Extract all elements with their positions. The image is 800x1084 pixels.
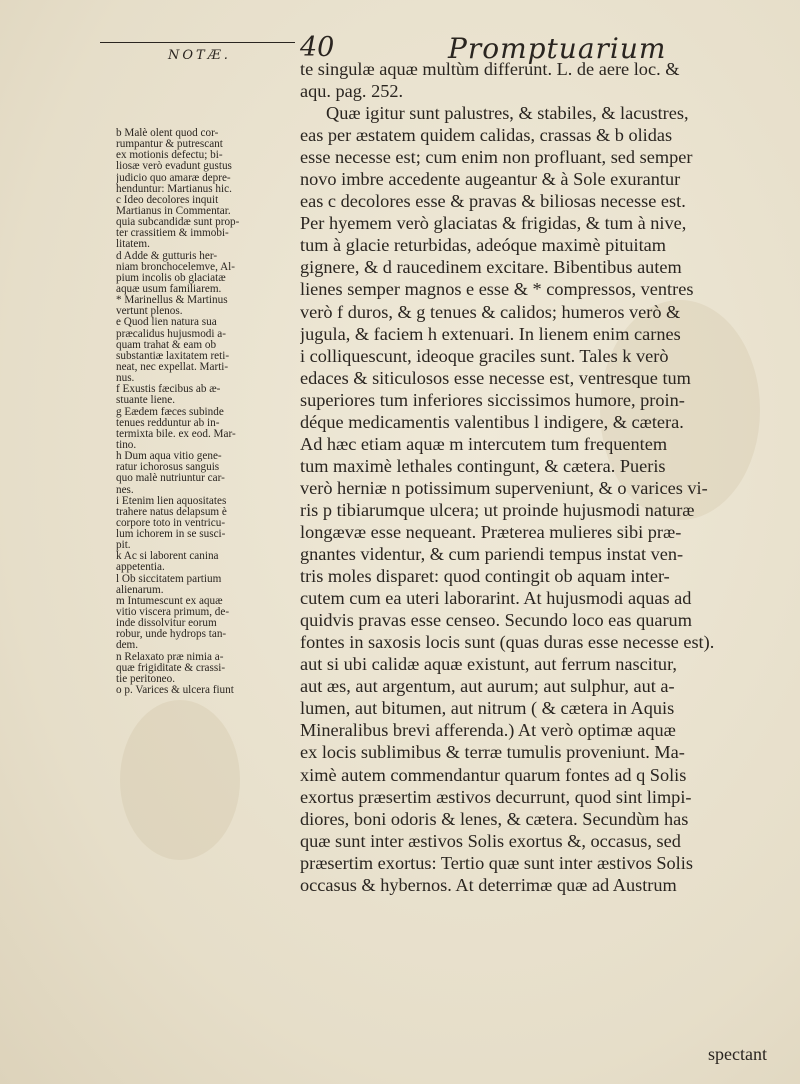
margin-note-line: neat, nec expellat. Marti- [116, 361, 229, 373]
margin-note-line: rumpantur & putrescant [116, 139, 223, 151]
margin-note-line: pit. [116, 540, 131, 552]
text-line: occasus & hybernos. At deterrimæ quæ ad Austrum [300, 874, 677, 895]
text-line: Quæ igitur sunt palustres, & stabiles, & lacustres, [326, 103, 689, 124]
margin-note-line: aquæ usum familiarem. [116, 283, 222, 295]
margin-note-line: * Marinellus & Martinus [116, 295, 228, 307]
text-line: aut æs, aut argentum, aut aurum; aut sulphur, aut a- [300, 676, 675, 697]
margin-note-line: liosæ verò evadunt gustus [116, 161, 232, 173]
text-line: gignere, & d raucedinem excitare. Bibentibus autem [300, 257, 682, 278]
margin-note-line: stuante liene. [116, 395, 176, 407]
text-line: verò f duros, & g tenues & calidos; humeros verò & [300, 301, 681, 322]
text-line: eas c decolores esse & pravas & biliosas necesse est. [300, 191, 686, 212]
text-line: Mineralibus brevi afferenda.) At verò optimæ aquæ [300, 720, 676, 741]
text-line: lienes semper magnos e esse & * compressos, ventres [300, 279, 694, 300]
margin-note-line: tino. [116, 439, 137, 451]
margin-note-line: l Ob siccitatem partium [116, 573, 222, 585]
text-line: lumen, aut bitumen, aut nitrum ( & cætera in Aquis [300, 698, 675, 719]
margin-note-line: k Ac si laborent canina [116, 551, 219, 563]
margin-note-line: præcalidus hujusmodi a- [116, 328, 226, 340]
margin-note-line: quo malè nutriuntur car- [116, 473, 225, 485]
margin-note-line: m Intumescunt ex aquæ [116, 595, 223, 607]
margin-note-line: ratur ichorosus sanguis [116, 462, 220, 474]
margin-note-line: judicio quo amaræ depre- [116, 172, 231, 184]
margin-note-line: quam trahat & eam ob [116, 339, 217, 351]
margin-note-line: o p. Varices & ulcera fiunt [116, 685, 234, 697]
margin-heading: NOTÆ. [168, 48, 231, 63]
margin-note-line: tenues redduntur ab in- [116, 417, 220, 429]
text-line: te singulæ aquæ multùm differunt. L. de aere loc. & [300, 59, 680, 79]
margin-note-line: quæ frigiditate & crassi- [116, 662, 226, 674]
margin-note-line: lum ichorem in se susci- [116, 529, 226, 541]
text-line: tris moles disparet: quod contingit ob aquam inter- [300, 566, 670, 587]
margin-note-line: litatem. [116, 239, 150, 251]
margin-note-line: alienarum. [116, 584, 164, 596]
margin-heading-rule [100, 42, 295, 43]
text-line: verò herniæ n potissimum superveniunt, & o varices vi- [300, 477, 708, 498]
margin-note-line: Martianus in Commentar. [116, 205, 231, 217]
margin-note-line: robur, unde hydrops tan- [116, 629, 227, 641]
text-line: novo imbre accedente augeantur & à Sole exurantur [300, 169, 681, 190]
text-line: Ad hæc etiam aquæ m intercutem tum frequentem [300, 433, 668, 454]
text-line: eas per æstatem quidem calidas, crassas & b olidas [300, 125, 673, 146]
margin-note-line: dem. [116, 640, 139, 652]
margin-note-line: c Ideo decolores inquit [116, 194, 219, 206]
text-line: superiores tum inferiores siccissimos humore, proin- [300, 389, 685, 410]
margin-note-line: i Etenim lien aquositates [116, 495, 227, 507]
margin-note-line: n Relaxato præ nimia a- [116, 651, 224, 663]
margin-note-line: b Malè olent quod cor- [116, 128, 219, 139]
margin-note-line: termixta bile. ex eod. Mar- [116, 428, 236, 440]
text-line: longævæ esse nequeant. Præterea mulieres sibi præ- [300, 521, 682, 542]
text-line: præsertim exortus: Tertio quæ sunt inter æstivos Solis [300, 852, 693, 873]
margin-note-line: vertunt plenos. [116, 306, 183, 318]
catchword: spectant [708, 1044, 767, 1064]
text-line: tum maximè lethales contingunt, & cætera. Pueris [300, 455, 666, 476]
text-line: esse necesse est; cum enim non profluant, sed semper [300, 147, 693, 168]
text-line: aut si ubi calidæ aquæ existunt, aut ferrum nascitur, [300, 654, 677, 675]
margin-note-line: g Eædem fæces subinde [116, 406, 224, 418]
text-line: tum à glacie returbidas, adeóque maximè pituitam [300, 235, 667, 256]
margin-note-line: quia subcandidæ sunt prop- [116, 217, 240, 229]
margin-note-line: nus. [116, 373, 135, 385]
text-line: cutem cum ea uteri laborarint. At hujusmodi aquas ad [300, 588, 692, 609]
margin-note-line: niam bronchocelemve, Al- [116, 261, 235, 273]
margin-note-line: ex motionis defectu; bi- [116, 150, 223, 162]
text-line: déque medicamentis valentibus l indigere, & cætera. [300, 411, 684, 432]
margin-note-line: h Dum aqua vitio gene- [116, 451, 222, 463]
text-line: gnantes videntur, & cum pariendi tempus instat ven- [300, 544, 684, 565]
text-line: i colliquescunt, ideoque graciles sunt. Tales k verò [300, 345, 669, 366]
margin-notes-column [116, 128, 294, 696]
text-line: Per hyemem verò glaciatas & frigidas, & tum à nive, [300, 213, 687, 234]
margin-note-line: corpore toto in ventricu- [116, 517, 226, 529]
text-line: ris p tibiarumque ulcera; ut proinde hujusmodi naturæ [300, 499, 695, 520]
text-line: ex locis sublimibus & terræ tumulis proveniunt. Ma- [300, 742, 685, 763]
margin-note-line: pium incolis ob glaciatæ [116, 272, 226, 284]
main-text-column [300, 58, 788, 896]
running-title: Promptuarium [448, 32, 667, 65]
margin-note-line: substantiæ laxitatem reti- [116, 350, 230, 362]
margin-note-line: ter crassitiem & immobi- [116, 228, 229, 240]
margin-note-line: f Exustis fæcibus ab æ- [116, 384, 221, 396]
margin-note-line: e Quod lien natura sua [116, 317, 217, 329]
text-line: diores, boni odoris & lenes, & cætera. Secundùm has [300, 808, 689, 829]
margin-note-line: vitio viscera primum, de- [116, 607, 230, 619]
margin-note-line: inde dissolvitur eorum [116, 618, 217, 630]
text-line: edaces & siticulosos esse necesse est, ventresque tum [300, 367, 691, 388]
text-line: fontes in saxosis locis sunt (quas duras esse necesse est). [300, 632, 715, 653]
margin-note-line: tie peritoneo. [116, 673, 176, 685]
text-line: exortus præsertim æstivos decurrunt, quod sint limpi- [300, 786, 692, 807]
text-line: aqu. pag. 252. [300, 81, 404, 102]
text-line: jugula, & faciem h extenuari. In lienem enim carnes [300, 323, 681, 344]
margin-note-line: appetentia. [116, 562, 165, 574]
margin-note-line: d Adde & gutturis her- [116, 250, 218, 262]
page-number: 40 [300, 32, 335, 63]
text-line: ximè autem commendantur quarum fontes ad q Solis [300, 764, 687, 785]
margin-note-line: trahere natus delapsum è [116, 506, 227, 518]
paper-stain [120, 700, 240, 860]
text-line: quidvis pravas esse censeo. Secundo loco eas quarum [300, 610, 692, 631]
margin-note-line: henduntur: Martianus hic. [116, 183, 232, 195]
margin-note-line: nes. [116, 484, 134, 496]
text-line: quæ sunt inter æstivos Solis exortus &, occasus, sed [300, 830, 681, 851]
